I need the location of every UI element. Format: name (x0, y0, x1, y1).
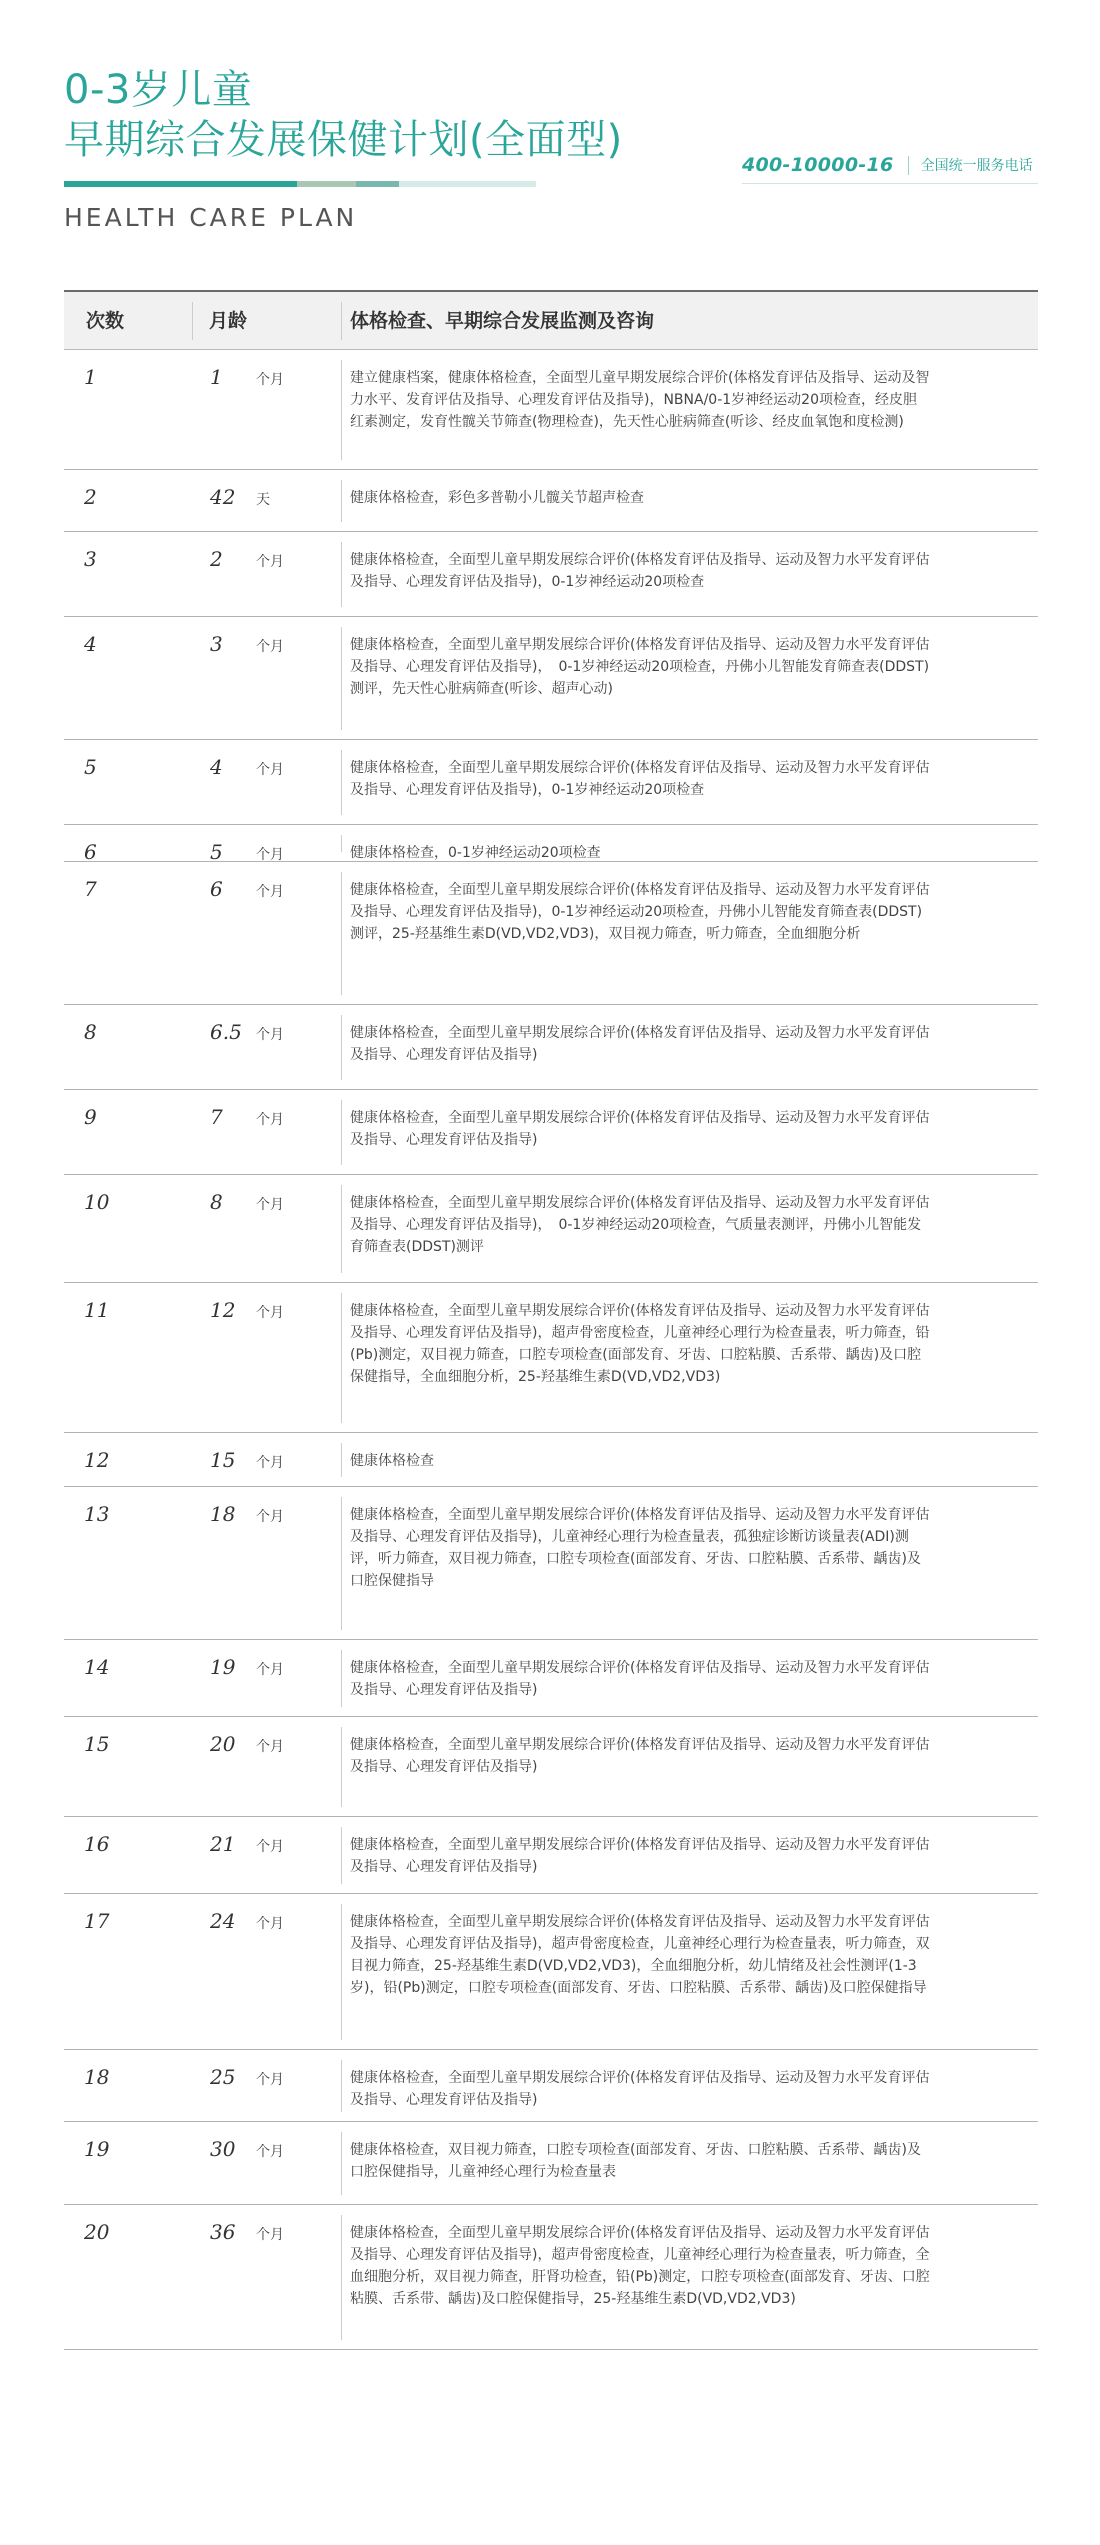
table-row (64, 2050, 1038, 2122)
age-value: 21 (210, 1832, 236, 1856)
table-row (64, 532, 1038, 617)
row-divider (341, 1015, 342, 1080)
visit-number: 17 (84, 1909, 110, 1933)
visit-number: 7 (84, 877, 97, 901)
age-unit: 个月 (256, 1027, 284, 1043)
visit-number: 6 (84, 840, 97, 864)
age-unit: 个月 (256, 847, 284, 863)
table-row (64, 617, 1038, 740)
age-cell (210, 1502, 284, 1526)
checkup-content: 健康体格检查，全面型儿童早期发展综合评价(体格发育评估及指导、运动及智力水平发育评估及指导、心理发育评估及指导)，0-1岁神经运动20项检查 (350, 552, 930, 590)
age-value: 24 (210, 1909, 236, 1933)
table-row (64, 1283, 1038, 1433)
age-unit: 个月 (256, 1839, 284, 1855)
page-title-line1: 0-3岁儿童 (64, 67, 253, 113)
age-unit: 个月 (256, 2227, 284, 2243)
visit-number: 11 (84, 1298, 110, 1322)
accent-bar-teal (64, 181, 297, 187)
visit-number: 3 (84, 547, 97, 571)
age-unit: 个月 (256, 639, 284, 655)
column-header-content: 体格检查、早期综合发展监测及咨询 (350, 310, 655, 332)
checkup-content: 健康体格检查 (350, 1453, 434, 1469)
checkup-content: 健康体格检查，0-1岁神经运动20项检查 (350, 845, 601, 861)
age-cell (210, 1190, 284, 1214)
age-cell (210, 2137, 284, 2161)
table-row (64, 350, 1038, 470)
visit-number: 18 (84, 2065, 110, 2089)
age-unit: 个月 (256, 1305, 284, 1321)
table-row (64, 1175, 1038, 1283)
age-value: 2 (210, 547, 223, 571)
row-divider (341, 1727, 342, 1807)
checkup-content: 健康体格检查，全面型儿童早期发展综合评价(体格发育评估及指导、运动及智力水平发育评估及指导、心理发育评估及指导)，超声骨密度检查，儿童神经心理行为检查量表，听力筛查，双目视力筛查，25-羟基维生素D(VD,VD2,VD3)，全血细胞分析，幼儿情绪及社会性测评(1-3岁)，铅(Pb)测定，口腔专项检查(面部发育、牙齿、口腔粘膜、舌系带、龋齿)及口腔保健指导 (350, 1914, 930, 1996)
visit-number: 1 (84, 365, 97, 389)
age-value: 15 (210, 1448, 236, 1472)
age-value: 12 (210, 1298, 236, 1322)
age-cell (210, 485, 270, 509)
health-plan-table (64, 290, 1038, 2350)
checkup-content: 健康体格检查，全面型儿童早期发展综合评价(体格发育评估及指导、运动及智力水平发育评估及指导、心理发育评估及指导)，0-1岁神经运动20项检查，丹佛小儿智能发育筛查表(DDST)测评，25-羟基维生素D(VD,VD2,VD3)，双目视力筛查，听力筛查，全血细胞分析 (350, 882, 930, 942)
age-value: 8 (210, 1190, 223, 1214)
age-cell (210, 365, 284, 389)
age-value: 6 (210, 877, 223, 901)
visit-number: 19 (84, 2137, 110, 2161)
visit-number: 20 (84, 2220, 110, 2244)
age-unit: 天 (256, 492, 270, 508)
accent-bar-sage (297, 181, 356, 187)
row-divider (341, 1904, 342, 2040)
visit-number: 12 (84, 1448, 110, 1472)
table-row (64, 1090, 1038, 1175)
age-cell (210, 1655, 284, 1679)
age-value: 3 (210, 632, 223, 656)
visit-number: 5 (84, 755, 97, 779)
page-subtitle: HEALTH CARE PLAN (64, 203, 358, 232)
checkup-content: 健康体格检查，全面型儿童早期发展综合评价(体格发育评估及指导、运动及智力水平发育评估及指导、心理发育评估及指导)，0-1岁神经运动20项检查 (350, 760, 930, 798)
age-unit: 个月 (256, 884, 284, 900)
age-unit: 个月 (256, 1455, 284, 1471)
visit-number: 8 (84, 1020, 97, 1044)
checkup-content: 健康体格检查，全面型儿童早期发展综合评价(体格发育评估及指导、运动及智力水平发育评估及指导、心理发育评估及指导) (350, 1110, 930, 1148)
table-row (64, 2205, 1038, 2350)
hotline-number[interactable]: 400-10000-16 (742, 154, 894, 176)
page-title-line2: 早期综合发展保健计划(全面型) (64, 117, 623, 163)
table-row (64, 862, 1038, 1005)
row-divider (341, 2215, 342, 2340)
hotline-label: 全国统一服务电话 (920, 158, 1033, 174)
age-value: 4 (210, 755, 223, 779)
checkup-content: 健康体格检查，全面型儿童早期发展综合评价(体格发育评估及指导、运动及智力水平发育评估及指导、心理发育评估及指导) (350, 1737, 930, 1775)
age-cell (210, 755, 284, 779)
row-divider (341, 1650, 342, 1707)
checkup-content: 健康体格检查，全面型儿童早期发展综合评价(体格发育评估及指导、运动及智力水平发育评估及指导、心理发育评估及指导)， 0-1岁神经运动20项检查，丹佛小儿智能发育筛查表(DDST)测评，先天性心脏病筛查(听诊、超声心动) (350, 637, 930, 697)
age-cell (210, 1832, 284, 1856)
hotline-underline (742, 183, 1038, 184)
age-unit: 个月 (256, 1739, 284, 1755)
table-row (64, 1894, 1038, 2050)
hotline (742, 153, 1033, 177)
age-value: 19 (210, 1655, 236, 1679)
visit-number: 10 (84, 1190, 110, 1214)
accent-bar-mid (356, 181, 399, 187)
row-divider (341, 2060, 342, 2112)
row-divider (341, 480, 342, 522)
age-unit: 个月 (256, 1509, 284, 1525)
table-row (64, 740, 1038, 825)
visit-number: 9 (84, 1105, 97, 1129)
age-value: 6.5 (210, 1020, 242, 1044)
row-divider (341, 750, 342, 815)
checkup-content: 健康体格检查，双目视力筛查，口腔专项检查(面部发育、牙齿、口腔粘膜、舌系带、龋齿)及口腔保健指导，儿童神经心理行为检查量表 (350, 2142, 921, 2180)
header-divider (341, 302, 342, 340)
age-value: 5 (210, 840, 223, 864)
age-cell (210, 1105, 284, 1129)
table-header (64, 290, 1038, 350)
checkup-content: 健康体格检查，全面型儿童早期发展综合评价(体格发育评估及指导、运动及智力水平发育评估及指导、心理发育评估及指导) (350, 2070, 930, 2108)
age-unit: 个月 (256, 1112, 284, 1128)
age-cell (210, 840, 284, 864)
checkup-content: 健康体格检查，全面型儿童早期发展综合评价(体格发育评估及指导、运动及智力水平发育评估及指导、心理发育评估及指导) (350, 1837, 930, 1875)
row-divider (341, 542, 342, 607)
checkup-content: 健康体格检查，全面型儿童早期发展综合评价(体格发育评估及指导、运动及智力水平发育评估及指导、心理发育评估及指导) (350, 1025, 930, 1063)
age-cell (210, 547, 284, 571)
visit-number: 13 (84, 1502, 110, 1526)
checkup-content: 健康体格检查，全面型儿童早期发展综合评价(体格发育评估及指导、运动及智力水平发育评估及指导、心理发育评估及指导) (350, 1660, 930, 1698)
row-divider (341, 1293, 342, 1423)
row-divider (341, 835, 342, 852)
age-unit: 个月 (256, 1662, 284, 1678)
header-divider (192, 302, 193, 340)
age-cell (210, 1448, 284, 1472)
age-unit: 个月 (256, 2072, 284, 2088)
row-divider (341, 1497, 342, 1630)
row-divider (341, 1443, 342, 1477)
age-value: 20 (210, 1732, 236, 1756)
age-value: 7 (210, 1105, 223, 1129)
row-divider (341, 1100, 342, 1165)
checkup-content: 健康体格检查，全面型儿童早期发展综合评价(体格发育评估及指导、运动及智力水平发育评估及指导、心理发育评估及指导)，儿童神经心理行为检查量表，孤独症诊断访谈量表(ADI)测评，听力筛查，双目视力筛查，口腔专项检查(面部发育、牙齿、口腔粘膜、舌系带、龋齿)及口腔保健指导 (350, 1507, 930, 1589)
visit-number: 14 (84, 1655, 110, 1679)
table-row (64, 1717, 1038, 1817)
table-row (64, 1005, 1038, 1090)
column-header-visit: 次数 (86, 310, 125, 332)
age-value: 25 (210, 2065, 236, 2089)
checkup-content: 健康体格检查，全面型儿童早期发展综合评价(体格发育评估及指导、运动及智力水平发育评估及指导、心理发育评估及指导)， 0-1岁神经运动20项检查，气质量表测评，丹佛小儿智能发育筛查表(DDST)测评 (350, 1195, 930, 1255)
row-divider (341, 872, 342, 995)
age-cell (210, 2065, 284, 2089)
table-row (64, 470, 1038, 532)
age-unit: 个月 (256, 554, 284, 570)
age-unit: 个月 (256, 762, 284, 778)
age-value: 1 (210, 365, 223, 389)
checkup-content: 建立健康档案，健康体格检查，全面型儿童早期发展综合评价(体格发育评估及指导、运动及智力水平、发育评估及指导、心理发育评估及指导)，NBNA/0-1岁神经运动20项检查，经皮胆红素测定，发育性髋关节筛查(物理检查)，先天性心脏病筛查(听诊、经皮血氧饱和度检测) (350, 370, 930, 430)
accent-bar-light (399, 181, 536, 187)
column-header-age: 月龄 (209, 310, 248, 332)
table-row (64, 1487, 1038, 1640)
table-body (64, 350, 1038, 2350)
age-value: 18 (210, 1502, 236, 1526)
age-cell (210, 2220, 284, 2244)
age-unit: 个月 (256, 1197, 284, 1213)
row-divider (341, 1827, 342, 1884)
age-cell (210, 1298, 284, 1322)
age-unit: 个月 (256, 1916, 284, 1932)
table-row (64, 1433, 1038, 1487)
age-value: 42 (210, 485, 236, 509)
row-divider (341, 627, 342, 730)
visit-number: 16 (84, 1832, 110, 1856)
row-divider (341, 2132, 342, 2195)
age-unit: 个月 (256, 372, 284, 388)
age-cell (210, 1020, 284, 1044)
age-unit: 个月 (256, 2144, 284, 2160)
age-cell (210, 877, 284, 901)
hotline-separator (908, 156, 909, 175)
age-value: 36 (210, 2220, 236, 2244)
row-divider (341, 1185, 342, 1273)
age-cell (210, 632, 284, 656)
checkup-content: 健康体格检查，彩色多普勒小儿髋关节超声检查 (350, 490, 644, 506)
age-cell (210, 1909, 284, 1933)
checkup-content: 健康体格检查，全面型儿童早期发展综合评价(体格发育评估及指导、运动及智力水平发育评估及指导、心理发育评估及指导)，超声骨密度检查，儿童神经心理行为检查量表，听力筛查，全血细胞分析，双目视力筛查，肝肾功检查，铅(Pb)测定，口腔专项检查(面部发育、牙齿、口腔粘膜、舌系带、龋齿)及口腔保健指导，25-羟基维生素D(VD,VD2,VD3) (350, 2225, 930, 2307)
visit-number: 4 (84, 632, 97, 656)
table-row (64, 825, 1038, 862)
visit-number: 2 (84, 485, 97, 509)
row-divider (341, 360, 342, 460)
age-cell (210, 1732, 284, 1756)
table-row (64, 1817, 1038, 1894)
checkup-content: 健康体格检查，全面型儿童早期发展综合评价(体格发育评估及指导、运动及智力水平发育评估及指导、心理发育评估及指导)，超声骨密度检查，儿童神经心理行为检查量表，听力筛查，铅(Pb)测定，双目视力筛查，口腔专项检查(面部发育、牙齿、口腔粘膜、舌系带、龋齿)及口腔保健指导，全血细胞分析，25-羟基维生素D(VD,VD2,VD3) (350, 1303, 930, 1385)
visit-number: 15 (84, 1732, 110, 1756)
table-row (64, 1640, 1038, 1717)
age-value: 30 (210, 2137, 236, 2161)
table-row (64, 2122, 1038, 2205)
